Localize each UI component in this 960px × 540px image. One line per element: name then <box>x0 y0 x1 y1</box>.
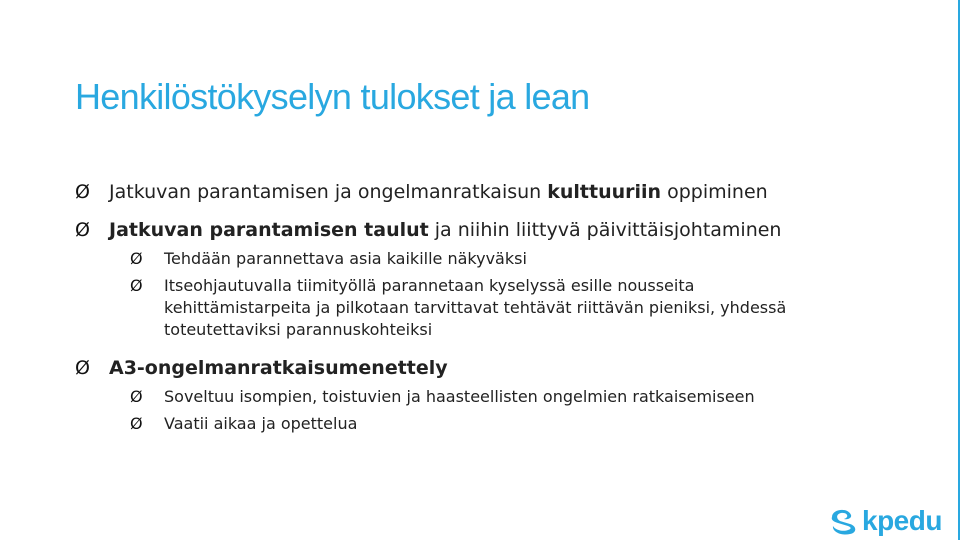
slide-title: Henkilöstökyselyn tulokset ja lean <box>75 76 590 117</box>
logo-wordmark: kpedu <box>862 505 942 536</box>
kpedu-swirl-icon <box>826 506 860 536</box>
arrow-bullet-icon: Ø <box>75 219 90 241</box>
arrow-bullet-icon: Ø <box>130 414 143 433</box>
sub-bullet-text: Itseohjautuvalla tiimityöllä parannetaan kyselyssä esille nousseita kehittämistarpeita ja pilkotaan tarvittavat tehtävät riittävän pieniksi, yhdessä toteutettaviksi parannuskohteiksi <box>164 276 787 339</box>
sub-bullet-text: Tehdään parannettava asia kaikille näkyväksi <box>164 249 527 268</box>
sub-bullet-make-visible <box>130 248 850 270</box>
arrow-bullet-icon: Ø <box>130 249 143 268</box>
arrow-bullet-icon: Ø <box>130 276 143 295</box>
sub-bullet-text: Vaatii aikaa ja opettelua <box>164 414 358 433</box>
sub-bullet-text: Soveltuu isompien, toistuvien ja haasteellisten ongelmien ratkaisemiseen <box>164 387 755 406</box>
bullet-improvement-boards <box>75 217 781 243</box>
sub-bullet-self-directed-teamwork <box>130 275 850 341</box>
kpedu-logo <box>826 503 942 539</box>
arrow-bullet-icon: Ø <box>130 387 143 406</box>
arrow-bullet-icon: Ø <box>75 357 90 379</box>
bullet-text: Jatkuvan parantamisen ja ongelmanratkaisun kulttuuriin oppiminen <box>109 181 768 203</box>
bullet-a3-method <box>75 355 448 381</box>
bullet-culture-learning <box>75 179 768 205</box>
arrow-bullet-icon: Ø <box>75 181 90 203</box>
sub-bullet-suitable-problems <box>130 386 850 408</box>
sub-bullet-requires-time <box>130 413 850 435</box>
bullet-text: A3-ongelmanratkaisumenettely <box>109 357 448 379</box>
bullet-text: Jatkuvan parantamisen taulut ja niihin liittyvä päivittäisjohtaminen <box>109 219 782 241</box>
